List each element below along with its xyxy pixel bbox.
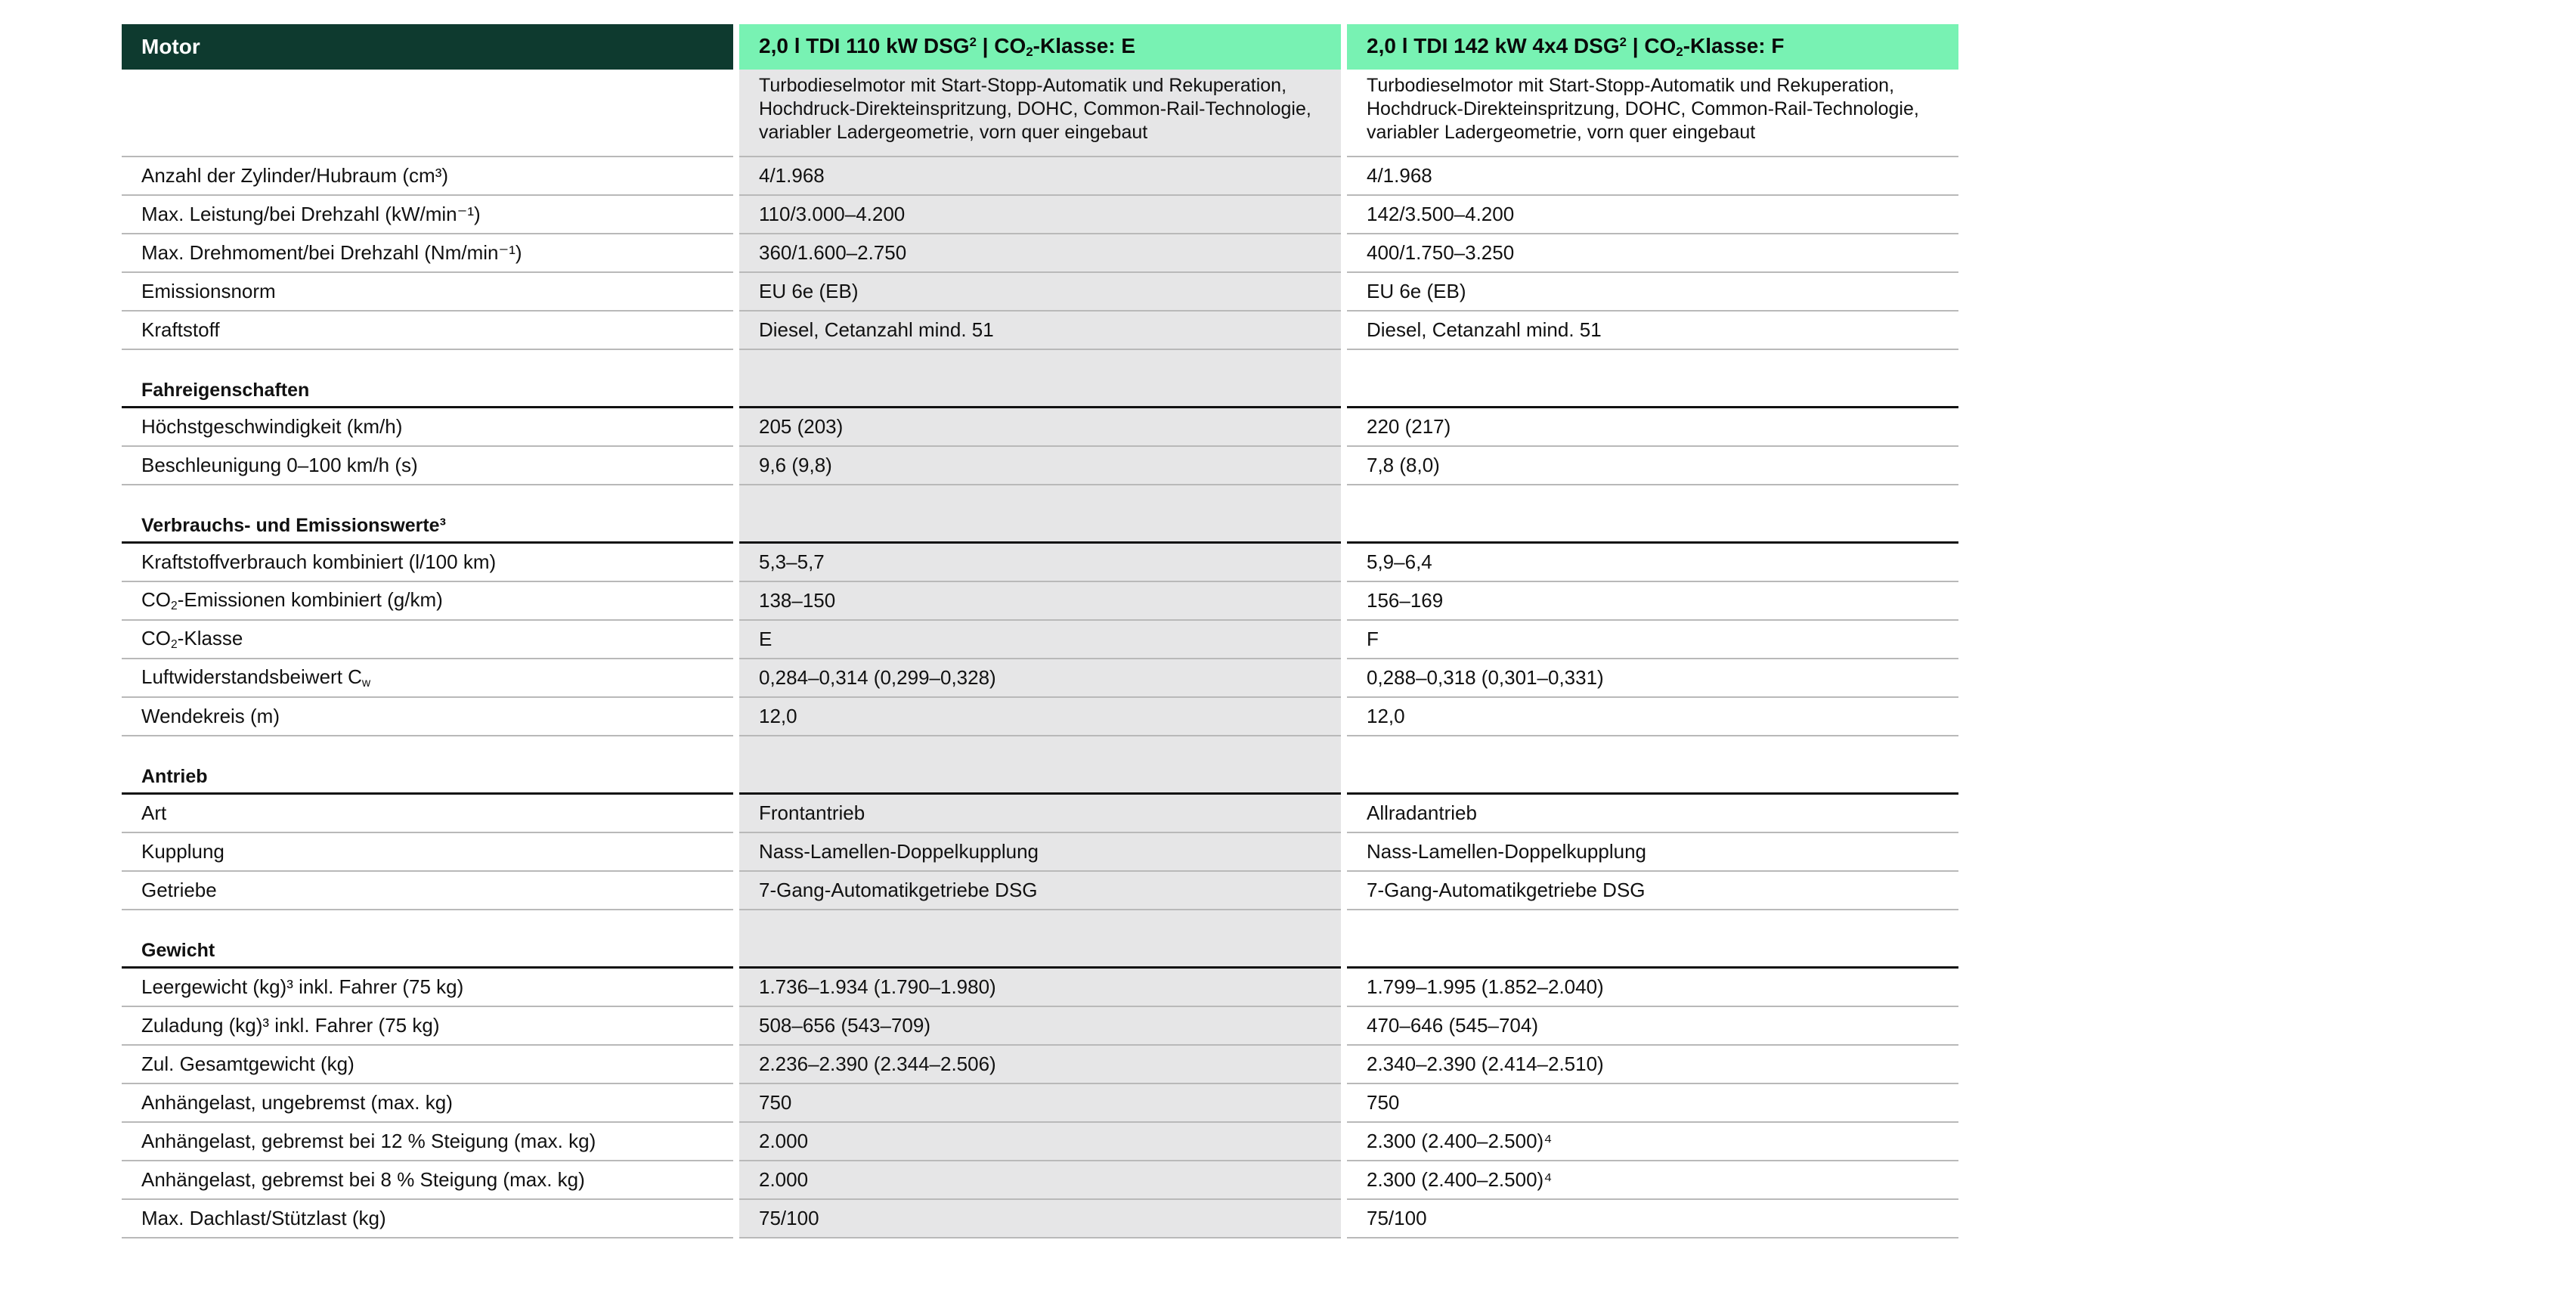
table-row [122, 273, 1958, 312]
section-header [122, 910, 1958, 969]
table-row [122, 544, 1958, 582]
value-col-2: 142/3.500–4.200 [1347, 196, 1958, 234]
row-label: Anhängelast, gebremst bei 8 % Steigung (max. kg) [122, 1161, 733, 1200]
value-col-2: F [1347, 621, 1958, 659]
section-title: Verbrauchs- und Emissionswerte³ [122, 485, 733, 544]
value-col-1: 4/1.968 [739, 157, 1341, 196]
table-row [122, 1200, 1958, 1238]
motor-rows [122, 157, 1958, 350]
table-row [122, 1084, 1958, 1123]
row-label: Max. Drehmoment/bei Drehzahl (Nm/min⁻¹) [122, 234, 733, 273]
value-col-2: 7-Gang-Automatikgetriebe DSG [1347, 872, 1958, 910]
value-col-1: 508–656 (543–709) [739, 1007, 1341, 1046]
spec-sheet [122, 24, 1958, 1238]
value-col-1: 110/3.000–4.200 [739, 196, 1341, 234]
value-col-2: 75/100 [1347, 1200, 1958, 1238]
table-row [122, 196, 1958, 234]
value-col-2: 5,9–6,4 [1347, 544, 1958, 582]
value-col-1: 138–150 [739, 582, 1341, 621]
table-row [122, 1123, 1958, 1161]
value-col-1: 9,6 (9,8) [739, 447, 1341, 485]
section-title: Gewicht [122, 910, 733, 969]
value-col-2: 2.300 (2.400–2.500)⁴ [1347, 1161, 1958, 1200]
engine-description-row [122, 70, 1958, 157]
table-row [122, 969, 1958, 1007]
value-col-2: 0,288–0,318 (0,301–0,331) [1347, 659, 1958, 698]
header-label: Motor [122, 24, 733, 70]
row-label: Max. Dachlast/Stützlast (kg) [122, 1200, 733, 1238]
engine-description-col-2: Turbodieselmotor mit Start-Stopp-Automatik und Rekuperation, Hochdruck-Direkteinspritzung, DOHC, Common-Rail-Technologie, variabler Ladergeometrie, vorn quer eingebaut [1347, 70, 1958, 157]
row-label: Anhängelast, gebremst bei 12 % Steigung (max. kg) [122, 1123, 733, 1161]
value-col-2: Nass-Lamellen-Doppelkupplung [1347, 833, 1958, 872]
value-col-2: 750 [1347, 1084, 1958, 1123]
row-label: Höchstgeschwindigkeit (km/h) [122, 408, 733, 447]
row-label: Getriebe [122, 872, 733, 910]
section-header [122, 350, 1958, 408]
value-col-1: 2.000 [739, 1123, 1341, 1161]
table-row [122, 312, 1958, 350]
value-col-2: 7,8 (8,0) [1347, 447, 1958, 485]
table-row [122, 621, 1958, 659]
value-col-1: Diesel, Cetanzahl mind. 51 [739, 312, 1341, 350]
row-label: Art [122, 795, 733, 833]
row-label: Leergewicht (kg)³ inkl. Fahrer (75 kg) [122, 969, 733, 1007]
value-col-1: 12,0 [739, 698, 1341, 736]
value-col-1: 2.000 [739, 1161, 1341, 1200]
table-row [122, 698, 1958, 736]
row-label: Kraftstoffverbrauch kombiniert (l/100 km) [122, 544, 733, 582]
value-col-2: 1.799–1.995 (1.852–2.040) [1347, 969, 1958, 1007]
row-label: Kupplung [122, 833, 733, 872]
table-row [122, 795, 1958, 833]
value-col-2: EU 6e (EB) [1347, 273, 1958, 312]
section-header [122, 736, 1958, 795]
section-fahreigenschaften [122, 350, 1958, 485]
table-row [122, 1161, 1958, 1200]
table-row [122, 408, 1958, 447]
section-title: Antrieb [122, 736, 733, 795]
value-col-1: Frontantrieb [739, 795, 1341, 833]
value-col-2: 2.340–2.390 (2.414–2.510) [1347, 1046, 1958, 1084]
table-row [122, 1046, 1958, 1084]
row-label: Zuladung (kg)³ inkl. Fahrer (75 kg) [122, 1007, 733, 1046]
spec-table [122, 24, 1958, 1238]
row-label: $CO_2$-Klasse [122, 621, 733, 659]
row-label: Anzahl der Zylinder/Hubraum (cm³) [122, 157, 733, 196]
value-col-1: 7-Gang-Automatikgetriebe DSG [739, 872, 1341, 910]
table-row [122, 833, 1958, 872]
engine-description-col-1: Turbodieselmotor mit Start-Stopp-Automatik und Rekuperation, Hochdruck-Direkteinspritzung, DOHC, Common-Rail-Technologie, variabler Ladergeometrie, vorn quer eingebaut [739, 70, 1341, 157]
value-col-2: 2.300 (2.400–2.500)⁴ [1347, 1123, 1958, 1161]
value-col-1: 205 (203) [739, 408, 1341, 447]
row-label: Emissionsnorm [122, 273, 733, 312]
value-col-2: Allradantrieb [1347, 795, 1958, 833]
value-col-1: 360/1.600–2.750 [739, 234, 1341, 273]
section-title: Fahreigenschaften [122, 350, 733, 408]
row-label: $CO_2$-Emissionen kombiniert (g/km) [122, 582, 733, 621]
value-col-1: 75/100 [739, 1200, 1341, 1238]
section-antrieb [122, 736, 1958, 910]
header-row [122, 24, 1958, 70]
value-col-2: 4/1.968 [1347, 157, 1958, 196]
section-gewicht [122, 910, 1958, 1238]
value-col-2: 400/1.750–3.250 [1347, 234, 1958, 273]
table-row [122, 659, 1958, 698]
section-header [122, 485, 1958, 544]
row-label: Anhängelast, ungebremst (max. kg) [122, 1084, 733, 1123]
value-col-1: 750 [739, 1084, 1341, 1123]
table-row [122, 234, 1958, 273]
header-col-1: 2,0 l TDI 110 kW DSG$^2$ | $CO_2$-Klasse: E [739, 24, 1341, 70]
table-row [122, 157, 1958, 196]
value-col-2: 220 (217) [1347, 408, 1958, 447]
table-row [122, 1007, 1958, 1046]
value-col-2: Diesel, Cetanzahl mind. 51 [1347, 312, 1958, 350]
row-label: Max. Leistung/bei Drehzahl (kW/min⁻¹) [122, 196, 733, 234]
row-label: Kraftstoff [122, 312, 733, 350]
value-col-2: 12,0 [1347, 698, 1958, 736]
value-col-1: 0,284–0,314 (0,299–0,328) [739, 659, 1341, 698]
row-label: Luftwiderstandsbeiwert $C_w$ [122, 659, 733, 698]
value-col-2: 156–169 [1347, 582, 1958, 621]
header-col-2: 2,0 l TDI 142 kW 4x4 DSG$^2$ | $CO_2$-Klasse: F [1347, 24, 1958, 70]
value-col-1: Nass-Lamellen-Doppelkupplung [739, 833, 1341, 872]
table-row [122, 447, 1958, 485]
row-label: Zul. Gesamtgewicht (kg) [122, 1046, 733, 1084]
row-label: Beschleunigung 0–100 km/h (s) [122, 447, 733, 485]
value-col-1: EU 6e (EB) [739, 273, 1341, 312]
table-row [122, 582, 1958, 621]
value-col-1: 2.236–2.390 (2.344–2.506) [739, 1046, 1341, 1084]
table-row [122, 872, 1958, 910]
value-col-1: E [739, 621, 1341, 659]
section-verbrauch [122, 485, 1958, 736]
value-col-1: 1.736–1.934 (1.790–1.980) [739, 969, 1341, 1007]
row-label: Wendekreis (m) [122, 698, 733, 736]
value-col-2: 470–646 (545–704) [1347, 1007, 1958, 1046]
value-col-1: 5,3–5,7 [739, 544, 1341, 582]
